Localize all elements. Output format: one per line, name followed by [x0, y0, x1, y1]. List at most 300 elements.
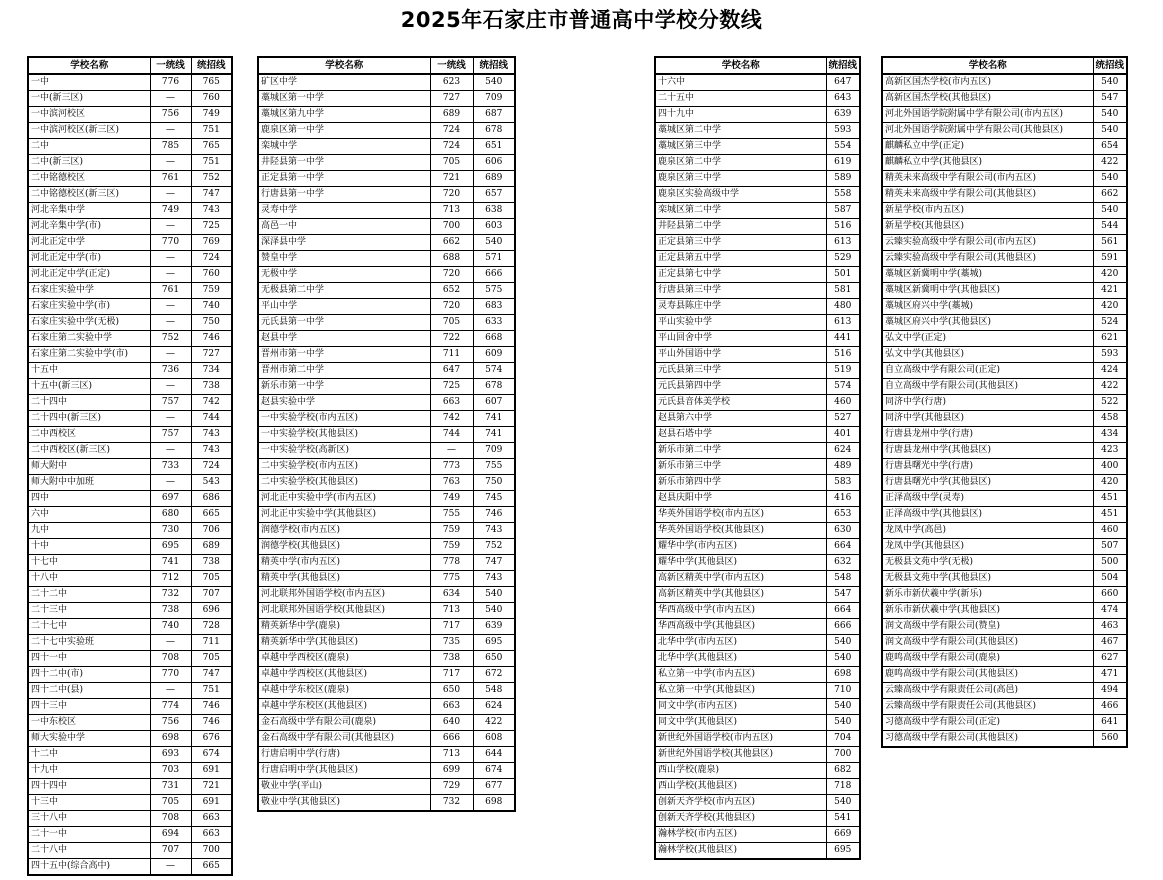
score-cell: 672: [473, 667, 515, 683]
school-name-cell: 精英中学(市内五区): [258, 555, 430, 571]
school-name-cell: 自立高级中学有限公司(其他县区): [882, 379, 1093, 395]
score-cell: 706: [191, 523, 232, 539]
table-row: [28, 811, 232, 827]
table-row: [882, 491, 1127, 507]
school-name-cell: 私立第一中学(市内五区): [655, 667, 826, 683]
score-cell: 400: [1093, 459, 1127, 475]
school-name-cell: 二十一中: [28, 827, 150, 843]
school-name-cell: 二中(新三区): [28, 155, 150, 171]
school-name-cell: 二中实验学校(其他县区): [258, 475, 430, 491]
score-cell: 666: [826, 619, 860, 635]
score-cell: 583: [826, 475, 860, 491]
score-cell: 711: [191, 635, 232, 651]
school-name-cell: 石家庄第二实验中学(市): [28, 347, 150, 363]
score-cell: 751: [191, 155, 232, 171]
school-name-cell: 九中: [28, 523, 150, 539]
score-cell: 721: [191, 779, 232, 795]
school-name-cell: 高新区精英中学(市内五区): [655, 571, 826, 587]
school-name-cell: 云臻实验高级中学有限公司(其他县区): [882, 251, 1093, 267]
score-cell: 755: [473, 459, 515, 475]
score-cell: 695: [826, 843, 860, 860]
score-cell: 540: [1093, 203, 1127, 219]
table-row: [655, 203, 860, 219]
score-cell: 540: [826, 715, 860, 731]
score-cell: 540: [473, 235, 515, 251]
table-row: [258, 475, 515, 491]
table-row: [258, 91, 515, 107]
table-row: [28, 74, 232, 91]
table-row: [882, 635, 1127, 651]
score-cell: 710: [826, 683, 860, 699]
score-cell: 691: [191, 795, 232, 811]
school-name-cell: 元氏县音体美学校: [655, 395, 826, 411]
school-name-cell: 高新区国杰学校(市内五区): [882, 74, 1093, 91]
score-cell: 724: [430, 139, 473, 155]
table-row: [28, 475, 232, 491]
score-cell: 401: [826, 427, 860, 443]
table-row: [28, 779, 232, 795]
school-name-cell: 灵寿中学: [258, 203, 430, 219]
score-cell: 540: [1093, 123, 1127, 139]
score-cell: 738: [430, 651, 473, 667]
score-cell: —: [150, 859, 191, 876]
score-cell: 460: [1093, 523, 1127, 539]
score-cell: 773: [430, 459, 473, 475]
table-row: [882, 587, 1127, 603]
score-cell: 664: [826, 603, 860, 619]
score-cell: 778: [430, 555, 473, 571]
score-cell: 609: [473, 347, 515, 363]
table-row: [28, 315, 232, 331]
school-name-cell: 晋州市第二中学: [258, 363, 430, 379]
table-row: [28, 651, 232, 667]
table-row: [258, 651, 515, 667]
school-name-cell: 新乐市新伏羲中学(其他县区): [882, 603, 1093, 619]
score-cell: 755: [430, 507, 473, 523]
table-row: [258, 603, 515, 619]
school-name-cell: 藁城区府兴中学(其他县区): [882, 315, 1093, 331]
score-cell: 657: [473, 187, 515, 203]
table-row: [258, 571, 515, 587]
school-name-cell: 卓越中学西校区(其他县区): [258, 667, 430, 683]
table-row: [882, 267, 1127, 283]
score-cell: —: [150, 155, 191, 171]
score-cell: 717: [430, 667, 473, 683]
table-row: [28, 171, 232, 187]
table-row: [655, 219, 860, 235]
score-cell: 653: [826, 507, 860, 523]
score-cell: 640: [430, 715, 473, 731]
score-cell: —: [150, 411, 191, 427]
score-cell: 575: [473, 283, 515, 299]
score-cell: 776: [150, 74, 191, 91]
column-header-enroll-line: 统招线: [826, 57, 860, 74]
score-cell: 689: [430, 107, 473, 123]
score-cell: 770: [150, 235, 191, 251]
school-name-cell: 四中: [28, 491, 150, 507]
score-cell: 467: [1093, 635, 1127, 651]
score-cell: 728: [191, 619, 232, 635]
score-cell: 624: [826, 443, 860, 459]
school-name-cell: 行唐县第三中学: [655, 283, 826, 299]
table-row: [258, 635, 515, 651]
score-cell: 761: [150, 171, 191, 187]
score-cell: 543: [191, 475, 232, 491]
school-name-cell: 元氏县第一中学: [258, 315, 430, 331]
school-name-cell: 一中东校区: [28, 715, 150, 731]
score-cell: 705: [430, 315, 473, 331]
school-name-cell: 石家庄第二实验中学: [28, 331, 150, 347]
school-name-cell: 私立第一中学(其他县区): [655, 683, 826, 699]
table-row: [28, 219, 232, 235]
school-name-cell: 行唐县第一中学: [258, 187, 430, 203]
school-name-cell: 矿区中学: [258, 74, 430, 91]
score-cell: 608: [473, 731, 515, 747]
score-table-2: [257, 56, 516, 812]
score-cell: 757: [150, 395, 191, 411]
school-name-cell: 十八中: [28, 571, 150, 587]
score-cell: 769: [191, 235, 232, 251]
school-name-cell: 元氏县第四中学: [655, 379, 826, 395]
school-name-cell: 习德高级中学有限公司(其他县区): [882, 731, 1093, 748]
score-cell: 639: [826, 107, 860, 123]
score-cell: 691: [191, 763, 232, 779]
school-name-cell: 河北辛集中学: [28, 203, 150, 219]
score-cell: 593: [1093, 347, 1127, 363]
score-cell: 416: [826, 491, 860, 507]
table-row: [655, 331, 860, 347]
table-row: [882, 219, 1127, 235]
score-cell: 740: [150, 619, 191, 635]
school-name-cell: 藁城区第三中学: [655, 139, 826, 155]
score-cell: —: [150, 187, 191, 203]
table-row: [882, 155, 1127, 171]
score-cell: 489: [826, 459, 860, 475]
score-cell: 606: [473, 155, 515, 171]
table-row: [28, 491, 232, 507]
table-row: [882, 699, 1127, 715]
score-cell: 738: [150, 603, 191, 619]
score-cell: 665: [191, 507, 232, 523]
score-cell: 633: [473, 315, 515, 331]
table-row: [258, 363, 515, 379]
table-row: [882, 139, 1127, 155]
score-cell: 516: [826, 219, 860, 235]
school-name-cell: 十六中: [655, 74, 826, 91]
table-row: [28, 347, 232, 363]
score-cell: 763: [430, 475, 473, 491]
score-cell: 519: [826, 363, 860, 379]
school-name-cell: 四十三中: [28, 699, 150, 715]
score-cell: 540: [473, 587, 515, 603]
table-row: [28, 587, 232, 603]
score-cell: 558: [826, 187, 860, 203]
school-name-cell: 二十七中实验班: [28, 635, 150, 651]
school-name-cell: 井陉县第一中学: [258, 155, 430, 171]
score-cell: 705: [191, 571, 232, 587]
score-cell: 746: [191, 699, 232, 715]
school-name-cell: 正定县第五中学: [655, 251, 826, 267]
table-row: [655, 603, 860, 619]
column-header-enroll-line: 统招线: [1093, 57, 1127, 74]
score-cell: 770: [150, 667, 191, 683]
score-cell: 643: [826, 91, 860, 107]
score-cell: 713: [430, 203, 473, 219]
score-cell: 540: [473, 74, 515, 91]
table-row: [655, 411, 860, 427]
table-row: [258, 427, 515, 443]
table-row: [28, 267, 232, 283]
column-header-school-name: 学校名称: [28, 57, 150, 74]
score-cell: 581: [826, 283, 860, 299]
school-name-cell: 一中滨河校区: [28, 107, 150, 123]
score-cell: 707: [150, 843, 191, 859]
table-row: [655, 267, 860, 283]
school-name-cell: 云臻实验高级中学有限公司(市内五区): [882, 235, 1093, 251]
score-cell: 647: [430, 363, 473, 379]
score-cell: 744: [191, 411, 232, 427]
table-row: [655, 475, 860, 491]
school-name-cell: 行唐县曙光中学(行唐): [882, 459, 1093, 475]
score-cell: 731: [150, 779, 191, 795]
score-cell: 700: [191, 843, 232, 859]
school-name-cell: 金石高级中学有限公司(鹿泉): [258, 715, 430, 731]
school-name-cell: 新世纪外国语学校(市内五区): [655, 731, 826, 747]
score-cell: 504: [1093, 571, 1127, 587]
score-cell: —: [150, 347, 191, 363]
school-name-cell: 灵寿县陈庄中学: [655, 299, 826, 315]
table-row: [28, 699, 232, 715]
score-cell: 709: [473, 91, 515, 107]
column-header-unified-line: 一统线: [150, 57, 191, 74]
score-cell: 682: [826, 763, 860, 779]
score-cell: 547: [826, 587, 860, 603]
score-cell: 574: [826, 379, 860, 395]
score-cell: 727: [191, 347, 232, 363]
school-name-cell: 润德学校(市内五区): [258, 523, 430, 539]
table-row: [655, 731, 860, 747]
score-cell: 674: [191, 747, 232, 763]
score-cell: 752: [150, 331, 191, 347]
score-cell: 751: [191, 683, 232, 699]
table-row: [882, 187, 1127, 203]
school-name-cell: 耀华中学(市内五区): [655, 539, 826, 555]
table-row: [28, 331, 232, 347]
table-row: [655, 283, 860, 299]
score-cell: 774: [150, 699, 191, 715]
score-cell: 613: [826, 315, 860, 331]
table-row: [28, 731, 232, 747]
score-cell: 699: [430, 763, 473, 779]
score-cell: 687: [473, 107, 515, 123]
school-name-cell: 新乐市第二中学: [655, 443, 826, 459]
school-name-cell: 鹿泉区第二中学: [655, 155, 826, 171]
table-row: [882, 171, 1127, 187]
school-name-cell: 藁城区新冀明中学(藁城): [882, 267, 1093, 283]
school-name-cell: 行唐县曙光中学(其他县区): [882, 475, 1093, 491]
school-name-cell: 弘文中学(其他县区): [882, 347, 1093, 363]
table-row: [258, 251, 515, 267]
score-cell: 743: [191, 427, 232, 443]
score-cell: 695: [473, 635, 515, 651]
score-cell: 663: [430, 395, 473, 411]
school-name-cell: 新星学校(其他县区): [882, 219, 1093, 235]
score-cell: 522: [1093, 395, 1127, 411]
table-row: [655, 139, 860, 155]
table-row: [28, 763, 232, 779]
score-cell: 547: [1093, 91, 1127, 107]
school-name-cell: 平山实验中学: [655, 315, 826, 331]
column-header-school-name: 学校名称: [258, 57, 430, 74]
table-header-row: [28, 57, 232, 74]
score-cell: 678: [473, 379, 515, 395]
school-name-cell: 新乐市第三中学: [655, 459, 826, 475]
score-cell: 677: [473, 779, 515, 795]
score-cell: 718: [826, 779, 860, 795]
table-row: [655, 427, 860, 443]
table-row: [655, 379, 860, 395]
table-row: [28, 379, 232, 395]
school-name-cell: 华西高级中学(市内五区): [655, 603, 826, 619]
score-cell: 660: [1093, 587, 1127, 603]
table-row: [655, 443, 860, 459]
score-cell: 463: [1093, 619, 1127, 635]
table-row: [655, 459, 860, 475]
table-row: [655, 587, 860, 603]
table-row: [882, 203, 1127, 219]
score-cell: 627: [1093, 651, 1127, 667]
table-row: [882, 251, 1127, 267]
table-row: [28, 523, 232, 539]
score-cell: 785: [150, 139, 191, 155]
school-name-cell: 行唐启明中学(行唐): [258, 747, 430, 763]
score-cell: 696: [191, 603, 232, 619]
school-name-cell: 鹿泉区实验高级中学: [655, 187, 826, 203]
score-cell: 746: [191, 331, 232, 347]
school-name-cell: 三十八中: [28, 811, 150, 827]
score-cell: —: [150, 267, 191, 283]
table-row: [655, 491, 860, 507]
score-cell: 458: [1093, 411, 1127, 427]
school-name-cell: 深泽县中学: [258, 235, 430, 251]
page-title: 2025年石家庄市普通高中学校分数线: [400, 8, 763, 32]
table-row: [655, 235, 860, 251]
column-header-unified-line: 一统线: [430, 57, 473, 74]
school-name-cell: 鹿鸣高级中学有限公司(鹿泉): [882, 651, 1093, 667]
table-row: [882, 331, 1127, 347]
score-cell: 665: [191, 859, 232, 876]
school-name-cell: 二十四中: [28, 395, 150, 411]
table-row: [258, 203, 515, 219]
table-row: [258, 267, 515, 283]
score-cell: 632: [826, 555, 860, 571]
score-cell: 540: [826, 651, 860, 667]
table-row: [258, 763, 515, 779]
table-row: [258, 379, 515, 395]
table-row: [258, 795, 515, 812]
school-name-cell: 二中实验学校(市内五区): [258, 459, 430, 475]
table-row: [258, 123, 515, 139]
score-cell: 700: [826, 747, 860, 763]
school-name-cell: 二十四中(新三区): [28, 411, 150, 427]
table-row: [655, 843, 860, 860]
table-row: [28, 747, 232, 763]
table-row: [258, 299, 515, 315]
school-name-cell: 师大实验中学: [28, 731, 150, 747]
table-row: [655, 171, 860, 187]
score-cell: 734: [191, 363, 232, 379]
table-row: [655, 683, 860, 699]
school-name-cell: 北华中学(其他县区): [655, 651, 826, 667]
score-cell: 663: [191, 827, 232, 843]
table-row: [655, 619, 860, 635]
school-name-cell: 瀚林学校(市内五区): [655, 827, 826, 843]
table-row: [28, 459, 232, 475]
score-cell: 741: [150, 555, 191, 571]
table-row: [655, 187, 860, 203]
score-cell: 507: [1093, 539, 1127, 555]
table-row: [28, 155, 232, 171]
table-row: [258, 587, 515, 603]
table-row: [882, 379, 1127, 395]
school-name-cell: 平山外国语中学: [655, 347, 826, 363]
score-cell: —: [150, 475, 191, 491]
score-cell: 516: [826, 347, 860, 363]
score-cell: —: [150, 123, 191, 139]
school-name-cell: 晋州市第一中学: [258, 347, 430, 363]
school-name-cell: 一中实验学校(市内五区): [258, 411, 430, 427]
table-row: [28, 299, 232, 315]
score-cell: 752: [473, 539, 515, 555]
table-row: [28, 859, 232, 876]
school-name-cell: 平山中学: [258, 299, 430, 315]
school-name-cell: 敬业中学(其他县区): [258, 795, 430, 812]
school-name-cell: 精英中学(其他县区): [258, 571, 430, 587]
school-name-cell: 藁城区府兴中学(藁城): [882, 299, 1093, 315]
school-name-cell: 正定县第一中学: [258, 171, 430, 187]
score-cell: 725: [191, 219, 232, 235]
table-row: [882, 539, 1127, 555]
school-name-cell: 四十一中: [28, 651, 150, 667]
school-name-cell: 河北外国语学院附属中学有限公司(其他县区): [882, 123, 1093, 139]
school-name-cell: 金石高级中学有限公司(其他县区): [258, 731, 430, 747]
school-name-cell: 高邑一中: [258, 219, 430, 235]
score-cell: 750: [191, 315, 232, 331]
score-cell: 500: [1093, 555, 1127, 571]
school-name-cell: 一中实验学校(高新区): [258, 443, 430, 459]
school-name-cell: 新乐市第一中学: [258, 379, 430, 395]
school-name-cell: 同文中学(市内五区): [655, 699, 826, 715]
score-cell: 717: [430, 619, 473, 635]
score-cell: 727: [430, 91, 473, 107]
score-cell: —: [150, 251, 191, 267]
school-name-cell: 无极县文苑中学(无极): [882, 555, 1093, 571]
table-header-row: [882, 57, 1127, 74]
score-cell: 724: [430, 123, 473, 139]
table-row: [882, 555, 1127, 571]
school-name-cell: 正定县第七中学: [655, 267, 826, 283]
table-row: [28, 123, 232, 139]
score-cell: 761: [150, 283, 191, 299]
table-row: [28, 187, 232, 203]
score-cell: 650: [430, 683, 473, 699]
table-row: [258, 779, 515, 795]
score-cell: 722: [430, 331, 473, 347]
school-name-cell: 西山学校(鹿泉): [655, 763, 826, 779]
school-name-cell: 二十三中: [28, 603, 150, 619]
score-cell: 471: [1093, 667, 1127, 683]
school-name-cell: 赵县庆阳中学: [655, 491, 826, 507]
